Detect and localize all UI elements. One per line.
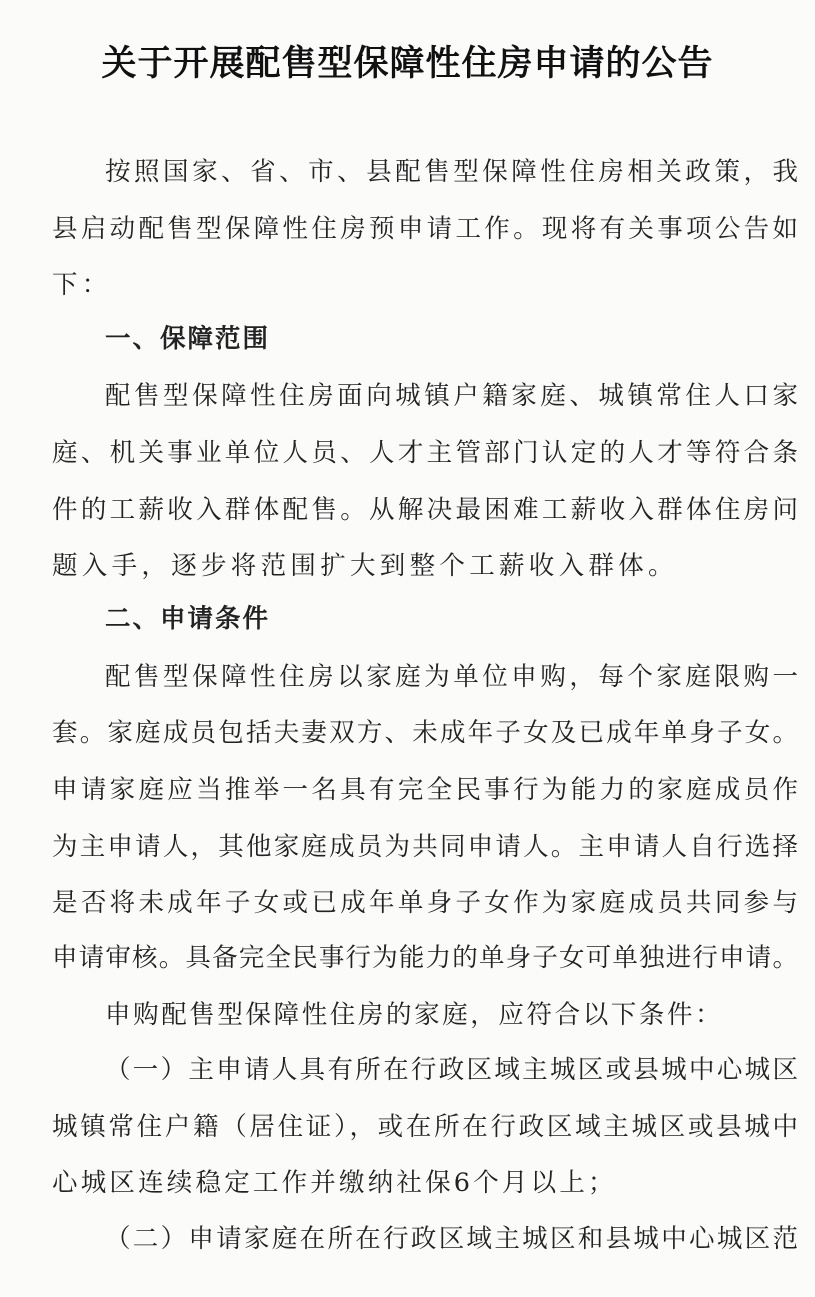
paragraph-line: 城镇常住户籍（居住证），或在所在行政区域主城区或县城中 — [52, 1112, 798, 1142]
page-title: 关于开展配售型保障性住房申请的公告 — [101, 44, 714, 84]
paragraph-line: 件的工薪收入群体配售。从解决最困难工薪收入群体住房问 — [52, 495, 798, 525]
paragraph-line: 按照国家、省、市、县配售型保障性住房相关政策，我 — [105, 157, 798, 187]
paragraph-line: 县启动配售型保障性住房预申请工作。现将有关事项公告如 — [52, 214, 798, 244]
paragraph-line: 配售型保障性住房面向城镇户籍家庭、城镇常住人口家 — [105, 381, 798, 411]
paragraph-line: 是否将未成年子女或已成年单身子女作为家庭成员共同参与 — [52, 888, 798, 918]
paragraph-line: 心城区连续稳定工作并缴纳社保6个月以上； — [52, 1168, 617, 1198]
paragraph-line: 配售型保障性住房以家庭为单位申购，每个家庭限购一 — [105, 662, 798, 692]
paragraph-line: 申请审核。具备完全民事行为能力的单身子女可单独进行申请。 — [52, 943, 798, 973]
section-heading: 二、申请条件 — [105, 604, 271, 634]
paragraph-line: （二）申请家庭在所在行政区域主城区和县城中心城区范 — [105, 1224, 798, 1254]
paragraph-line: 套。家庭成员包括夫妻双方、未成年子女及已成年单身子女。 — [52, 718, 798, 748]
paragraph-line: 为主申请人，其他家庭成员为共同申请人。主申请人自行选择 — [52, 832, 798, 862]
paragraph-line: 题入手，逐步将范围扩大到整个工薪收入群体。 — [52, 551, 678, 581]
paragraph-line: 申购配售型保障性住房的家庭，应符合以下条件： — [105, 1000, 724, 1030]
paragraph-line: （一）主申请人具有所在行政区域主城区或县城中心城区 — [105, 1055, 798, 1085]
paragraph-line: 申请家庭应当推举一名具有完全民事行为能力的家庭成员作 — [52, 775, 798, 805]
paragraph-line: 下： — [52, 270, 112, 300]
paragraph-line: 庭、机关事业单位人员、人才主管部门认定的人才等符合条 — [52, 438, 798, 468]
section-heading: 一、保障范围 — [105, 324, 271, 354]
